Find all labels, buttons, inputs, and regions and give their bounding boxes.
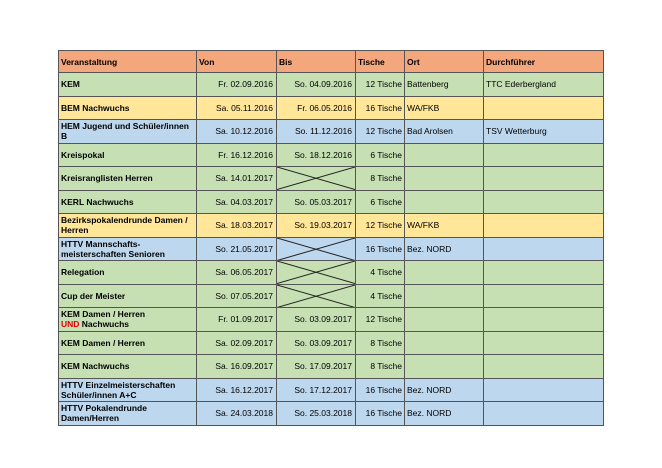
table-row [59,378,604,402]
cell-von: Sa. 05.11.2016 [197,96,277,120]
cell-veranstaltung: Kreispokal [59,143,197,167]
cell-tische: 16 Tische [356,378,405,402]
cell-bis: So. 17.12.2017 [277,378,356,402]
cell-von: Sa. 16.12.2017 [197,378,277,402]
events-table [58,50,604,426]
cell-bis: Fr. 06.05.2016 [277,96,356,120]
cell-ort: Bez. NORD [405,402,484,426]
cell-veranstaltung: KEM [59,73,197,97]
cell-von: So. 07.05.2017 [197,284,277,308]
cell-ort [405,167,484,191]
table-row [59,308,604,332]
cell-von: Sa. 06.05.2017 [197,261,277,285]
cell-durchfuehrer [484,96,604,120]
table-row [59,402,604,426]
cell-bis: So. 25.03.2018 [277,402,356,426]
cell-bis: So. 19.03.2017 [277,214,356,238]
table-row [59,73,604,97]
cell-von: Sa. 16.09.2017 [197,355,277,379]
cell-ort [405,308,484,332]
cross-out-mark [277,261,355,284]
cell-veranstaltung: HTTV Mannschafts-meisterschaften Senioren [59,237,197,261]
cell-ort [405,284,484,308]
cell-veranstaltung: KERL Nachwuchs [59,190,197,214]
cell-durchfuehrer [484,214,604,238]
cell-von: Sa. 24.03.2018 [197,402,277,426]
table-row [59,167,604,191]
cell-von: Fr. 16.12.2016 [197,143,277,167]
cell-von: Sa. 10.12.2016 [197,120,277,144]
cell-tische: 12 Tische [356,214,405,238]
cell-bis: So. 04.09.2016 [277,73,356,97]
cell-veranstaltung: HTTV Pokalendrunde Damen/Herren [59,402,197,426]
cell-ort: Bad Arolsen [405,120,484,144]
table-row [59,190,604,214]
cell-veranstaltung: Kreisranglisten Herren [59,167,197,191]
cell-bis: So. 03.09.2017 [277,308,356,332]
cell-durchfuehrer [484,355,604,379]
cell-bis: So. 05.03.2017 [277,190,356,214]
cell-ort [405,261,484,285]
cell-durchfuehrer: TTC Ederbergland [484,73,604,97]
cell-tische: 8 Tische [356,331,405,355]
cell-ort: Bez. NORD [405,237,484,261]
cell-ort: Battenberg [405,73,484,97]
cell-von: Fr. 02.09.2016 [197,73,277,97]
header-veranstaltung: Veranstaltung [59,51,197,73]
cell-bis [277,284,356,308]
cell-durchfuehrer [484,331,604,355]
cell-bis [277,261,356,285]
cell-bis: So. 18.12.2016 [277,143,356,167]
table-row [59,355,604,379]
cell-tische: 4 Tische [356,284,405,308]
table-row [59,96,604,120]
table-row [59,284,604,308]
cell-bis: So. 17.09.2017 [277,355,356,379]
cell-tische: 12 Tische [356,120,405,144]
event-name-und: UND [61,319,80,330]
cell-durchfuehrer [484,284,604,308]
cell-veranstaltung: Cup der Meister [59,284,197,308]
cell-veranstaltung: HEM Jugend und Schüler/innen B [59,120,197,144]
cell-ort: WA/FKB [405,96,484,120]
cell-veranstaltung: KEM Nachwuchs [59,355,197,379]
cell-tische: 6 Tische [356,190,405,214]
cell-ort: Bez. NORD [405,378,484,402]
header-ort: Ort [405,51,484,73]
cell-durchfuehrer [484,378,604,402]
cell-tische: 6 Tische [356,143,405,167]
header-durchfuehrer: Durchführer [484,51,604,73]
table-row [59,214,604,238]
table-row [59,261,604,285]
header-row [59,51,604,73]
cell-durchfuehrer [484,261,604,285]
table-row [59,237,604,261]
header-tische: Tische [356,51,405,73]
table-row [59,331,604,355]
table-row [59,120,604,144]
table-row [59,143,604,167]
cell-bis: So. 11.12.2016 [277,120,356,144]
cell-durchfuehrer: TSV Wetterburg [484,120,604,144]
cell-tische: 16 Tische [356,237,405,261]
cell-bis: So. 03.09.2017 [277,331,356,355]
cell-veranstaltung: HTTV Einzelmeisterschaften Schüler/innen A+C [59,378,197,402]
cross-out-mark [277,167,355,190]
cell-durchfuehrer [484,143,604,167]
cell-veranstaltung [59,308,197,332]
cell-tische: 16 Tische [356,402,405,426]
cell-von: So. 21.05.2017 [197,237,277,261]
cell-tische: 8 Tische [356,355,405,379]
event-name-line1: KEM Damen / Herren [61,309,146,320]
cell-veranstaltung: BEM Nachwuchs [59,96,197,120]
cell-ort [405,331,484,355]
cell-ort: WA/FKB [405,214,484,238]
cell-tische: 16 Tische [356,96,405,120]
cell-bis [277,237,356,261]
cell-tische: 12 Tische [356,308,405,332]
cross-out-mark [277,238,355,261]
cell-ort [405,190,484,214]
cell-durchfuehrer [484,308,604,332]
cell-von: Fr. 01.09.2017 [197,308,277,332]
cell-von: Sa. 18.03.2017 [197,214,277,238]
cell-von: Sa. 04.03.2017 [197,190,277,214]
cell-durchfuehrer [484,190,604,214]
cell-durchfuehrer [484,167,604,191]
cell-veranstaltung: Bezirkspokalendrunde Damen / Herren [59,214,197,238]
header-von: Von [197,51,277,73]
cell-durchfuehrer [484,402,604,426]
cell-ort [405,143,484,167]
cell-tische: 12 Tische [356,73,405,97]
cell-bis [277,167,356,191]
cell-durchfuehrer [484,237,604,261]
cell-von: Sa. 02.09.2017 [197,331,277,355]
cell-veranstaltung: Relegation [59,261,197,285]
cell-von: Sa. 14.01.2017 [197,167,277,191]
cross-out-mark [277,285,355,308]
cell-ort [405,355,484,379]
cell-veranstaltung: KEM Damen / Herren [59,331,197,355]
event-name-rest: Nachwuchs [79,319,130,330]
cell-tische: 8 Tische [356,167,405,191]
header-bis: Bis [277,51,356,73]
cell-tische: 4 Tische [356,261,405,285]
